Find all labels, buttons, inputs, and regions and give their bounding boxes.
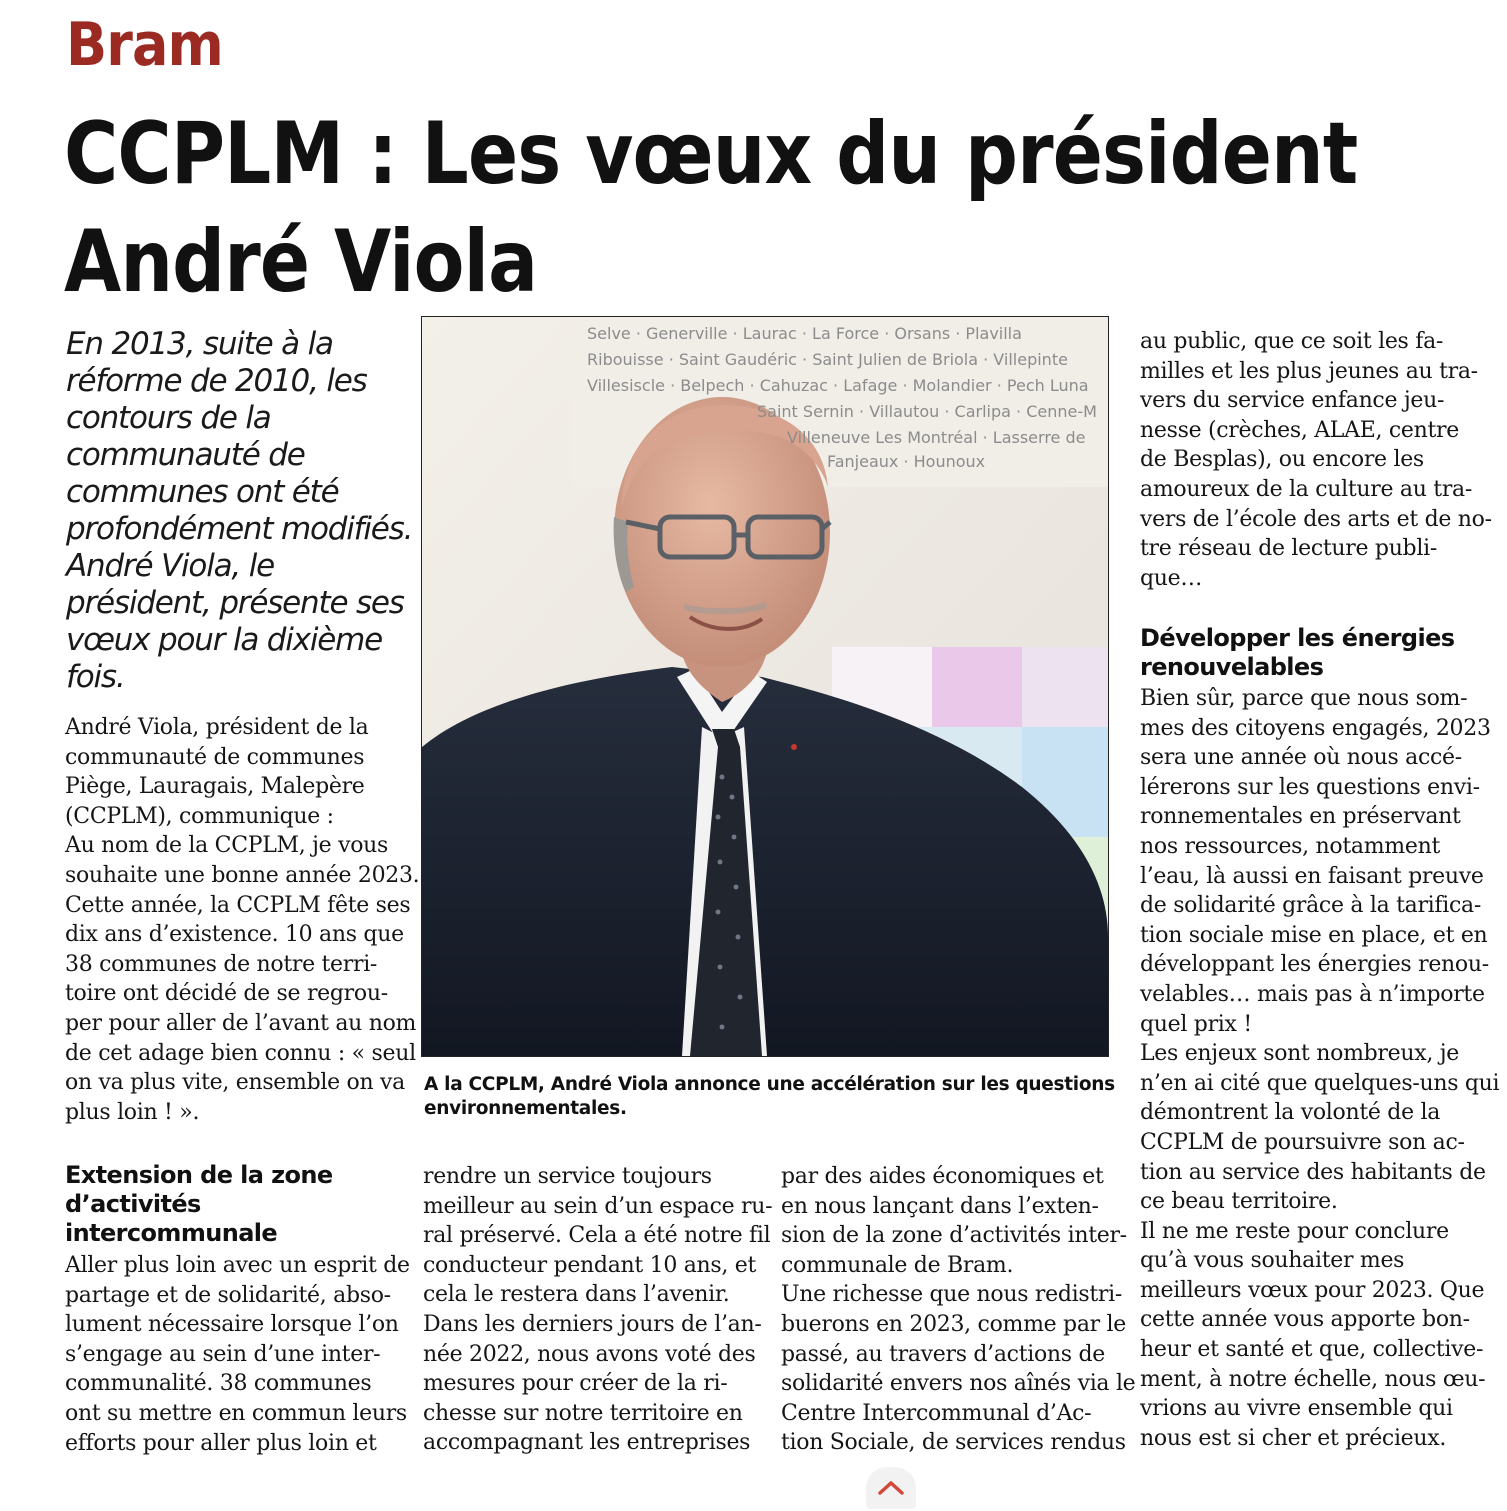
text-line: cela le restera dans l’avenir. [423, 1282, 730, 1308]
text-line: au public, que ce soit les fa- [1140, 329, 1444, 354]
board-text: Saint Sernin · Villautou · Carlipa · Cenne-M [757, 402, 1097, 421]
text-line: sera une année où nous accé- [1140, 745, 1462, 771]
text-line: tion Sociale, de services rendus [781, 1430, 1126, 1456]
headline-line: André Viola [64, 212, 538, 312]
text-line: meilleur au sein d’un espace ru- [423, 1193, 773, 1219]
chapo-line: fois. [66, 659, 125, 695]
text-line: (CCPLM), communique : [65, 803, 334, 829]
chapo-line: communes ont été [66, 474, 339, 510]
board-text: Ribouisse · Saint Gaudéric · Saint Julien de Briola · Villepinte [587, 350, 1068, 369]
column-1-intro [65, 713, 420, 1127]
text-line: vrions au vivre ensemble qui [1140, 1396, 1453, 1422]
text-line: partage et de solidarité, abso- [65, 1282, 391, 1308]
text-line: buerons en 2023, comme par le [781, 1311, 1127, 1337]
text-line: André Viola, président de la [65, 715, 369, 740]
subhead-line: Développer les énergies [1140, 624, 1455, 652]
text-line: sion de la zone d’activités inter- [781, 1223, 1127, 1249]
column-1-body [65, 1251, 410, 1458]
subhead-line: renouvelables [1140, 653, 1324, 681]
chapo-intro [66, 326, 413, 696]
section-label: Bram [66, 10, 223, 80]
text-line: milles et les plus jeunes au tra- [1140, 358, 1478, 384]
text-line: par des aides économiques et [781, 1164, 1104, 1189]
board-text: Villeneuve Les Montréal · Lasserre de [787, 428, 1086, 447]
board-text: Villesiscle · Belpech · Cahuzac · Lafage · Molandier · Pech Luna [587, 376, 1089, 395]
text-line: passé, au travers d’actions de [781, 1341, 1105, 1367]
text-line: née 2022, nous avons voté des [423, 1341, 756, 1367]
chapo-line: En 2013, suite à la [66, 326, 333, 362]
subhead-line: Extension de la zone [65, 1161, 333, 1189]
text-line: ont su mettre en commun leurs [65, 1400, 407, 1426]
text-line: per pour aller de l’avant au nom [65, 1010, 417, 1036]
text-line: accompagnant les entreprises [423, 1430, 751, 1456]
text-line: que… [1140, 565, 1203, 591]
text-line: de cet adage bien connu : « seul [65, 1040, 416, 1066]
text-line: ment, à notre échelle, nous œu- [1140, 1366, 1486, 1392]
column-2-body [423, 1162, 773, 1458]
text-line: Les enjeux sont nombreux, je [1140, 1041, 1459, 1067]
text-line: de Besplas), ou encore les [1140, 447, 1424, 473]
text-line: s’engage au sein d’une inter- [65, 1341, 381, 1367]
text-line: dix ans d’existence. 10 ans que [65, 922, 404, 948]
board-text: Selve · Generville · Laurac · La Force · Orsans · Plavilla [587, 324, 1022, 343]
text-line: Il ne me reste pour conclure [1140, 1218, 1449, 1244]
text-line: Une richesse que nous redistri- [781, 1282, 1122, 1308]
text-line: quel prix ! [1140, 1011, 1252, 1037]
text-line: de solidarité grâce à la tarifica- [1140, 893, 1481, 919]
column-3-body [781, 1162, 1136, 1458]
scroll-to-top-button[interactable] [866, 1467, 916, 1509]
chapo-line: président, présente ses [66, 585, 404, 621]
text-line: Cette année, la CCPLM fête ses [65, 892, 411, 918]
text-line: communale de Bram. [781, 1252, 1014, 1278]
text-line: chesse sur notre territoire en [423, 1400, 743, 1426]
text-line: qu’à vous souhaiter mes [1140, 1248, 1405, 1274]
text-line: Piège, Lauragais, Malepère [65, 774, 365, 800]
text-line: vers du service enfance jeu- [1140, 388, 1445, 414]
text-line: 38 communes de notre terri- [65, 951, 378, 977]
text-line: efforts pour aller plus loin et [65, 1430, 377, 1456]
text-line: développant les énergies renou- [1140, 952, 1489, 978]
text-line: nous est si cher et précieux. [1140, 1425, 1447, 1451]
text-line: communauté de communes [65, 744, 365, 770]
text-line: démontrent la volonté de la [1140, 1100, 1441, 1126]
text-line: nesse (crèches, ALAE, centre [1140, 417, 1459, 443]
text-line: nos ressources, notamment [1140, 833, 1440, 859]
headline [64, 100, 1358, 316]
chevron-up-icon [876, 1479, 906, 1497]
article-photo [421, 316, 1109, 1057]
caption-line: environnementales. [424, 1098, 627, 1119]
text-line: n’en ai cité que quelques-uns qui [1140, 1070, 1500, 1096]
text-line: ral préservé. Cela a été notre fil [423, 1223, 771, 1249]
text-line: velables… mais pas à n’importe [1140, 981, 1485, 1007]
text-line: meilleurs vœux pour 2023. Que [1140, 1277, 1485, 1303]
text-line: solidarité envers nos aînés via le [781, 1371, 1136, 1397]
text-line: mes des citoyens engagés, 2023 [1140, 715, 1491, 741]
text-line: cette année vous apporte bon- [1140, 1307, 1470, 1333]
text-line: amoureux de la culture au tra- [1140, 476, 1472, 502]
text-line: heur et santé et que, collective- [1140, 1337, 1484, 1363]
text-line: mesures pour créer de la ri- [423, 1371, 728, 1397]
chapo-line: communauté de [66, 437, 305, 473]
chapo-line: réforme de 2010, les [66, 363, 367, 399]
subhead-line: d’activités [65, 1190, 201, 1218]
text-line: rendre un service toujours [423, 1164, 712, 1189]
text-line: tion au service des habitants de [1140, 1159, 1486, 1185]
chapo-line: contours de la [66, 400, 271, 436]
text-line: lument nécessaire lorsque l’on [65, 1312, 399, 1338]
subhead-extension [65, 1161, 395, 1248]
chapo-line: André Viola, le [66, 548, 274, 584]
text-line: plus loin ! ». [65, 1099, 200, 1125]
text-line: Dans les derniers jours de l’an- [423, 1311, 762, 1337]
text-line: CCPLM de poursuivre son ac- [1140, 1129, 1465, 1155]
text-line: communalité. 38 communes [65, 1371, 372, 1397]
text-line: tion sociale mise en place, et en [1140, 922, 1488, 948]
caption-line: A la CCPLM, André Viola annonce une accélération sur les questions [424, 1074, 1115, 1095]
text-line: ronnementales en préservant [1140, 804, 1461, 830]
text-line: Au nom de la CCPLM, je vous [65, 833, 389, 859]
column-4-top [1140, 327, 1492, 593]
board-text: Fanjeaux · Hounoux [827, 452, 986, 471]
text-line: lérerons sur les questions envi- [1140, 774, 1480, 800]
text-line: vers de l’école des arts et de no- [1140, 506, 1492, 532]
text-line: souhaite une bonne année 2023. [65, 862, 420, 888]
photo-illustration [422, 317, 1108, 1056]
text-line: conducteur pendant 10 ans, et [423, 1252, 757, 1278]
subhead-energies [1140, 624, 1475, 682]
chapo-line: vœux pour la dixième [66, 622, 383, 658]
text-line: l’eau, là aussi en faisant preuve [1140, 863, 1484, 889]
text-line: ce beau territoire. [1140, 1189, 1338, 1215]
text-line: on va plus vite, ensemble on va [65, 1070, 405, 1096]
text-line: tre réseau de lecture publi- [1140, 536, 1437, 562]
headline-line: CCPLM : Les vœux du président [64, 104, 1358, 204]
subhead-line: intercommunale [65, 1219, 278, 1247]
photo-caption [424, 1073, 1114, 1121]
column-4-body [1140, 684, 1500, 1453]
text-line: toire ont décidé de se regrou- [65, 981, 388, 1007]
chapo-line: profondément modifiés. [66, 511, 413, 547]
text-line: Bien sûr, parce que nous som- [1140, 686, 1468, 711]
text-line: en nous lançant dans l’exten- [781, 1193, 1099, 1219]
text-line: Centre Intercommunal d’Ac- [781, 1400, 1092, 1426]
text-line: Aller plus loin avec un esprit de [65, 1253, 410, 1278]
